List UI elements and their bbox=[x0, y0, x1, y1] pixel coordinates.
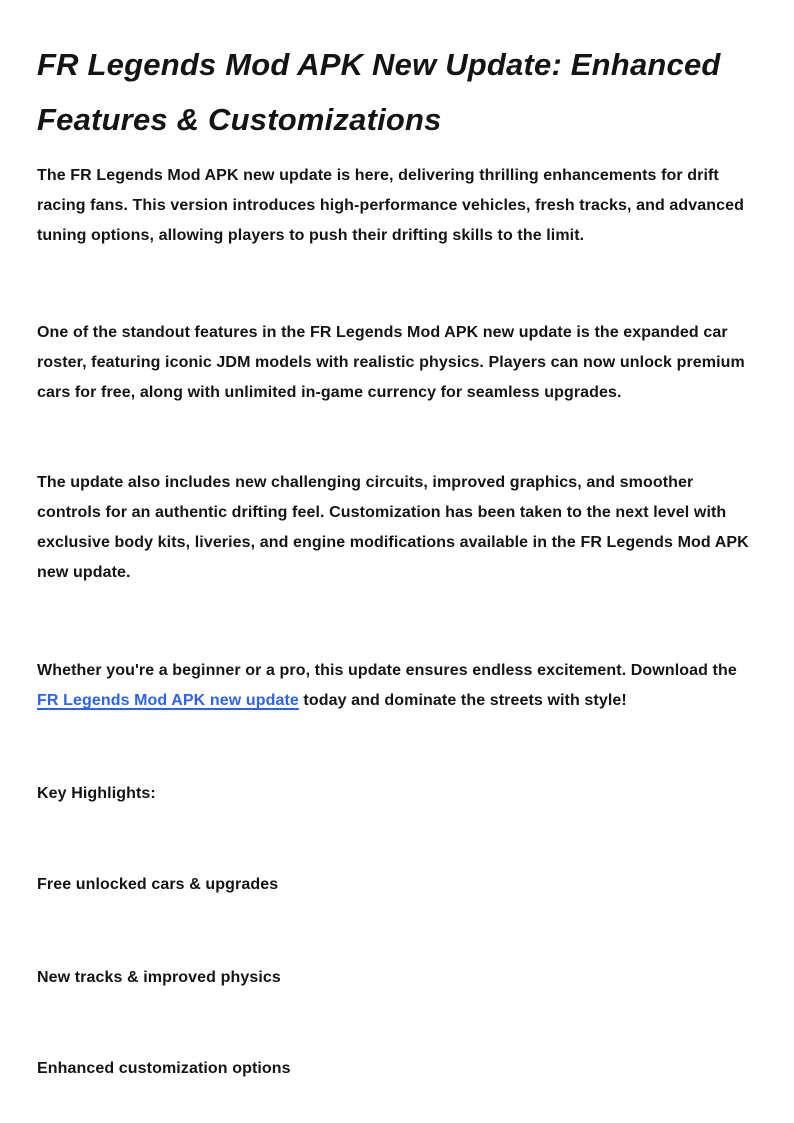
fr-legends-download-link[interactable]: FR Legends Mod APK new update bbox=[37, 692, 299, 709]
highlight-free-cars: Free unlocked cars & upgrades bbox=[37, 876, 279, 893]
paragraph-download bbox=[37, 656, 757, 716]
paragraph-circuits: The update also includes new challenging circuits, improved graphics, and smoother controls for an authentic drifting feel. Customization has been taken to the next level with exclusive body kits, liveries, and engine modifications available in the FR Legends Mod APK new update. bbox=[37, 474, 749, 581]
key-highlights-label: Key Highlights: bbox=[37, 785, 156, 802]
highlight-new-tracks: New tracks & improved physics bbox=[37, 969, 281, 986]
download-text-before: Whether you're a beginner or a pro, this update ensures endless excitement. Download the bbox=[37, 662, 737, 679]
page-title: FR Legends Mod APK New Update: Enhanced Features & Customizations bbox=[37, 47, 721, 137]
download-text-after: today and dominate the streets with style! bbox=[298, 692, 627, 709]
paragraph-car-roster: One of the standout features in the FR Legends Mod APK new update is the expanded car roster, featuring iconic JDM models with realistic physics. Players can now unlock premium cars for free, along with unlimited in-game currency for seamless upgrades. bbox=[37, 324, 745, 401]
paragraph-intro: The FR Legends Mod APK new update is here, delivering thrilling enhancements for drift racing fans. This version introduces high-performance vehicles, fresh tracks, and advanced tuning options, allowing players to push their drifting skills to the limit. bbox=[37, 167, 744, 244]
highlight-customization: Enhanced customization options bbox=[37, 1060, 291, 1077]
